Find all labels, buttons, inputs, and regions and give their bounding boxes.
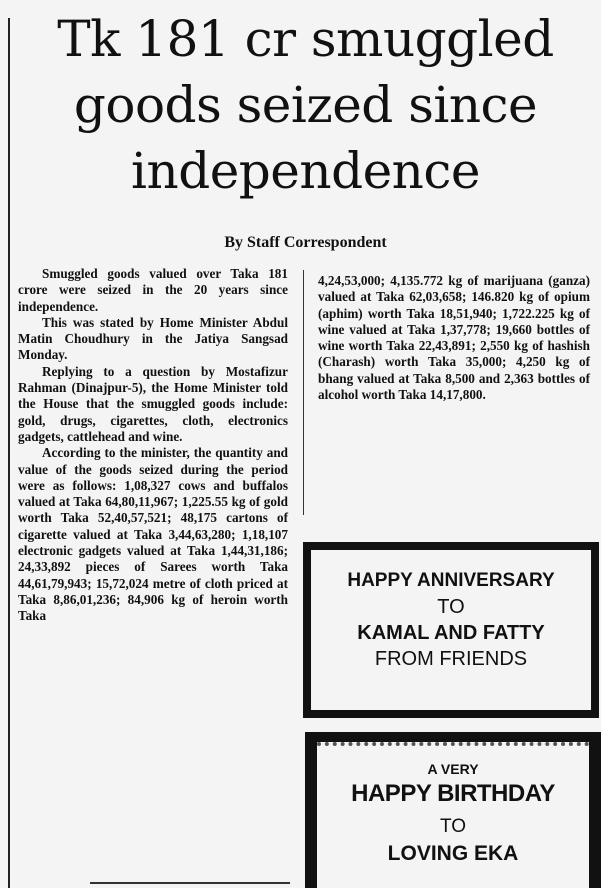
birthday-ad-panel (317, 742, 589, 888)
paragraph-3: Replying to a question by Mostafizur Rahman (Dinajpur-5), the Home Minister told the House that the smuggled goods include: gold, drugs, cigarettes, cloth, electronics gadgets, cattlehead and wine. (18, 363, 288, 444)
article-byline: By Staff Correspondent (224, 234, 387, 251)
headline-line-3: independence (131, 142, 480, 200)
anniversary-ad-line-3: KAMAL AND FATTY (357, 622, 545, 644)
headline-line-2: goods seized since (73, 76, 538, 134)
birthday-ad-line-4: LOVING EKA (387, 842, 519, 865)
anniversary-ad-line-1: HAPPY ANNIVERSARY (347, 570, 555, 591)
paragraph-2: This was stated by Home Minister Abdul Matin Choudhury in the Jatiya Sangsad Monday. (18, 314, 288, 363)
headline-line-1: Tk 181 cr smuggled (57, 10, 554, 68)
article-column-2 (318, 273, 590, 403)
anniversary-ad-panel (311, 550, 591, 710)
left-column-rule (8, 18, 10, 888)
bottom-rule (90, 882, 290, 884)
birthday-ad-box (305, 732, 601, 888)
article-column-1 (18, 266, 288, 625)
birthday-ad-line-1: A VERY (427, 761, 479, 777)
anniversary-ad-line-2: TO (437, 596, 465, 618)
anniversary-ad-box (303, 542, 599, 718)
birthday-ad-line-2: HAPPY BIRTHDAY (351, 780, 555, 807)
birthday-ad-line-3: TO (439, 816, 467, 837)
column-divider (303, 270, 304, 515)
anniversary-ad-line-4: FROM FRIENDS (374, 648, 528, 670)
article-headline (18, 6, 593, 204)
paragraph-4: According to the minister, the quantity and value of the goods seized during the period were as follows: 1,08,327 cows and buffalos valued at Taka 64,80,11,967; 1,225.55 kg of gold worth Taka 52,40,57,521; 48,175 cartons of cigarette valued at Taka 3,44,63,280; 1,18,107 electronic gadgets valued at Taka 1,44,31,186; 24,33,892 pieces of Sarees worth Taka 44,61,79,943; 15,72,024 metre of cloth priced at Taka 8,86,01,236; 84,906 kg of heroin worth Taka (18, 445, 288, 624)
paragraph-continued: 4,24,53,000; 4,135.772 kg of marijuana (ganza) valued at Taka 62,03,658; 146.820 kg of opium (aphim) worth Taka 18,51,940; 1,722.225 kg of wine valued at Taka 1,37,778; 19,660 bottles of wine worth Taka 22,43,891; 2,550 kg of hashish (Charash) worth Taka 35,000; 4,250 kg of bhang valued at Taka 8,500 and 2,363 bottles of alcohol worth Taka 14,17,800. (318, 273, 590, 403)
paragraph-1: Smuggled goods valued over Taka 181 crore were seized in the 20 years since independence. (18, 266, 288, 314)
